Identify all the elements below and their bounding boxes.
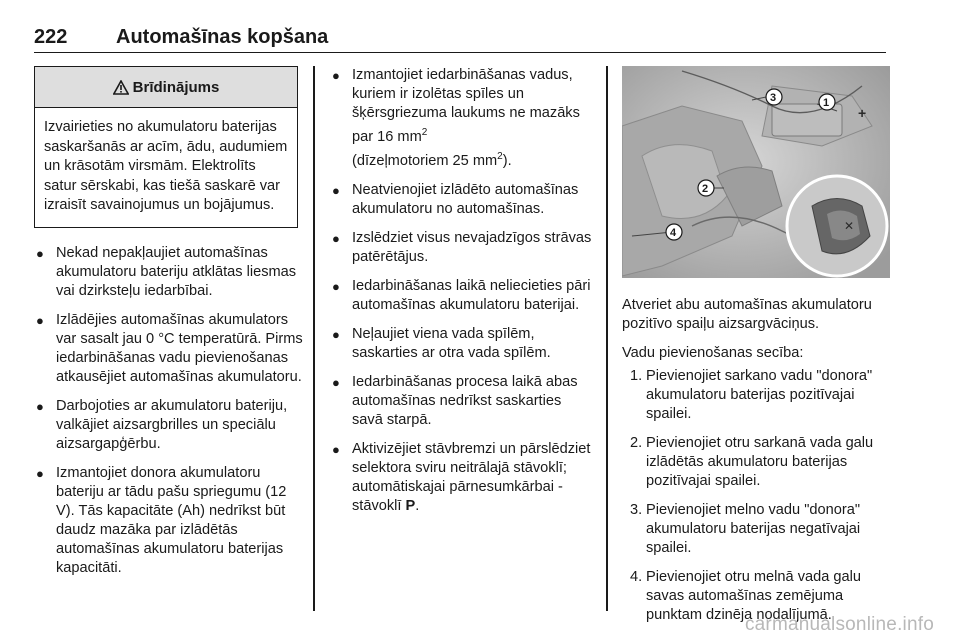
bullet-icon: ● [332,230,340,246]
bullet-icon: ● [36,398,44,414]
list-item-text: Nekad nepakļaujiet automašīnas akumulatoru bateriju atklātas liesmas vai dzirksteļu iedarbībai. [56,244,297,299]
list-item [330,325,594,363]
column-divider [606,66,608,611]
step-number: 2. [630,435,643,451]
engine-bay-image [622,66,890,278]
bullet-icon: ● [36,245,44,261]
left-bullet-list [34,244,304,578]
warning-text: Izvairieties no akumulatoru baterijas saskaršanās ar acīm, ādu, audumiem un krāsotām virsmām. Elektrolīts satur sērskabi, kas tiešā saskarē var izraisīt savainojumus un bojājumus. [44,119,288,213]
bullet-icon: ● [36,312,44,328]
bullet-icon: ● [332,278,340,294]
list-item [34,397,304,454]
middle-bullet-list [330,66,594,171]
list-item: ● Izmantojiet iedarbināšanas vadus, kuriem ir izolētas spīles un šķērsgriezuma laukums ne mazāks par 16 $mm^2$ (dīzeļmotoriem 25 $mm^2$). [332,67,580,169]
bullet-icon: ● [36,465,44,481]
list-item-text: Izmantojiet donora akumulatoru bateriju ar tādu pašu spriegumu (12 V). Tās kapacitāte (Ah) nedrīkst būt daudz mazāka par izlādētās automašīnas akumulatoru baterijas kapacitāti. [56,464,287,576]
callout-4: 4 [670,227,677,239]
middle-bullet-list-end [330,440,594,516]
svg-text:+: + [858,105,867,121]
column-right [622,66,890,635]
step-text: Pievienojiet sarkano vadu "donora" akumulatoru baterijas pozitīvajai spailei. [646,368,873,422]
list-item [34,464,304,578]
list-item [330,373,594,430]
watermark: carmanualsonline.info [744,614,934,635]
callout-1: 1 [823,97,830,109]
list-item-text: Iedarbināšanas procesa laikā abas automašīnas nedrīkst saskarties savā starpā. [352,373,578,428]
column-left [34,66,304,588]
bullet-icon: ● [332,374,340,390]
list-item-text: Neatvienojiet izlādēto automašīnas akumulatoru no automašīnas. [352,181,579,217]
step-text: Pievienojiet melno vadu "donora" akumulatoru baterijas negatīvajai spailei. [646,502,861,556]
step-item [622,501,890,558]
step-item [622,434,890,491]
page-title: Automašīnas kopšana [116,26,329,48]
list-item-text: Iedarbināšanas laikā neliecieties pāri automašīnas akumulatoru baterijai. [352,277,591,313]
list-item [34,311,304,387]
step-number: 4. [630,569,643,585]
battery-illustration [622,66,890,278]
warning-box [34,66,298,228]
step-item [622,367,890,424]
page-number: 222 [34,26,68,48]
list-item [34,244,304,301]
svg-text:✕: ✕ [844,219,855,233]
step-text: Pievienojiet otru melnā vada galu savas automašīnas zemējuma punktam dzinēja nodalījumā. [646,569,861,623]
bullet-icon: ● [332,182,340,198]
step-text: Pievienojiet otru sarkanā vada galu izlādētās akumulatoru baterijas pozitīvajai spailei. [646,435,874,489]
step-number: 3. [630,502,643,518]
list-item-text: Darbojoties ar akumulatoru bateriju, valkājiet aizsargbrilles un speciālu aizsargapģērbu. [56,397,288,452]
page-header [34,22,886,53]
list-item-text: Neļaujiet viena vada spīlēm, saskarties ar otra vada spīlēm. [352,325,551,361]
list-item [330,181,594,219]
middle-bullet-list-cont [330,181,594,430]
bullet-icon: ● [332,326,340,342]
callout-2: 2 [702,183,709,195]
list-item-text: Izlādējies automašīnas akumulators var sasalt jau 0 °C temperatūrā. Pirms iedarbināšanas vadu pievienošanas atkausējiet automašīnas akumulatoru. [56,311,303,385]
column-divider [313,66,315,611]
warning-header [35,67,297,108]
step-number: 1. [630,368,643,384]
list-item-text: Izslēdziet visus nevajadzīgos strāvas patērētājus. [352,229,592,265]
callout-3: 3 [770,92,777,104]
list-item [330,277,594,315]
list-item [330,229,594,267]
column-middle [330,66,594,526]
connection-steps [622,367,890,625]
warning-title: Brīdinājums [132,78,220,96]
warning-triangle-icon [113,80,129,95]
list-item: ● Aktivizējiet stāvbremzi un pārslēdziet selektora sviru neitrālajā stāvoklī; automātiskajai pārnesumkārbai - stāvoklī P. [332,440,591,514]
intro-text: Atveriet abu automašīnas akumulatoru pozitīvo spaiļu aizsargvāciņus. [622,297,872,332]
sequence-title: Vadu pievienošanas secība: [622,345,804,361]
